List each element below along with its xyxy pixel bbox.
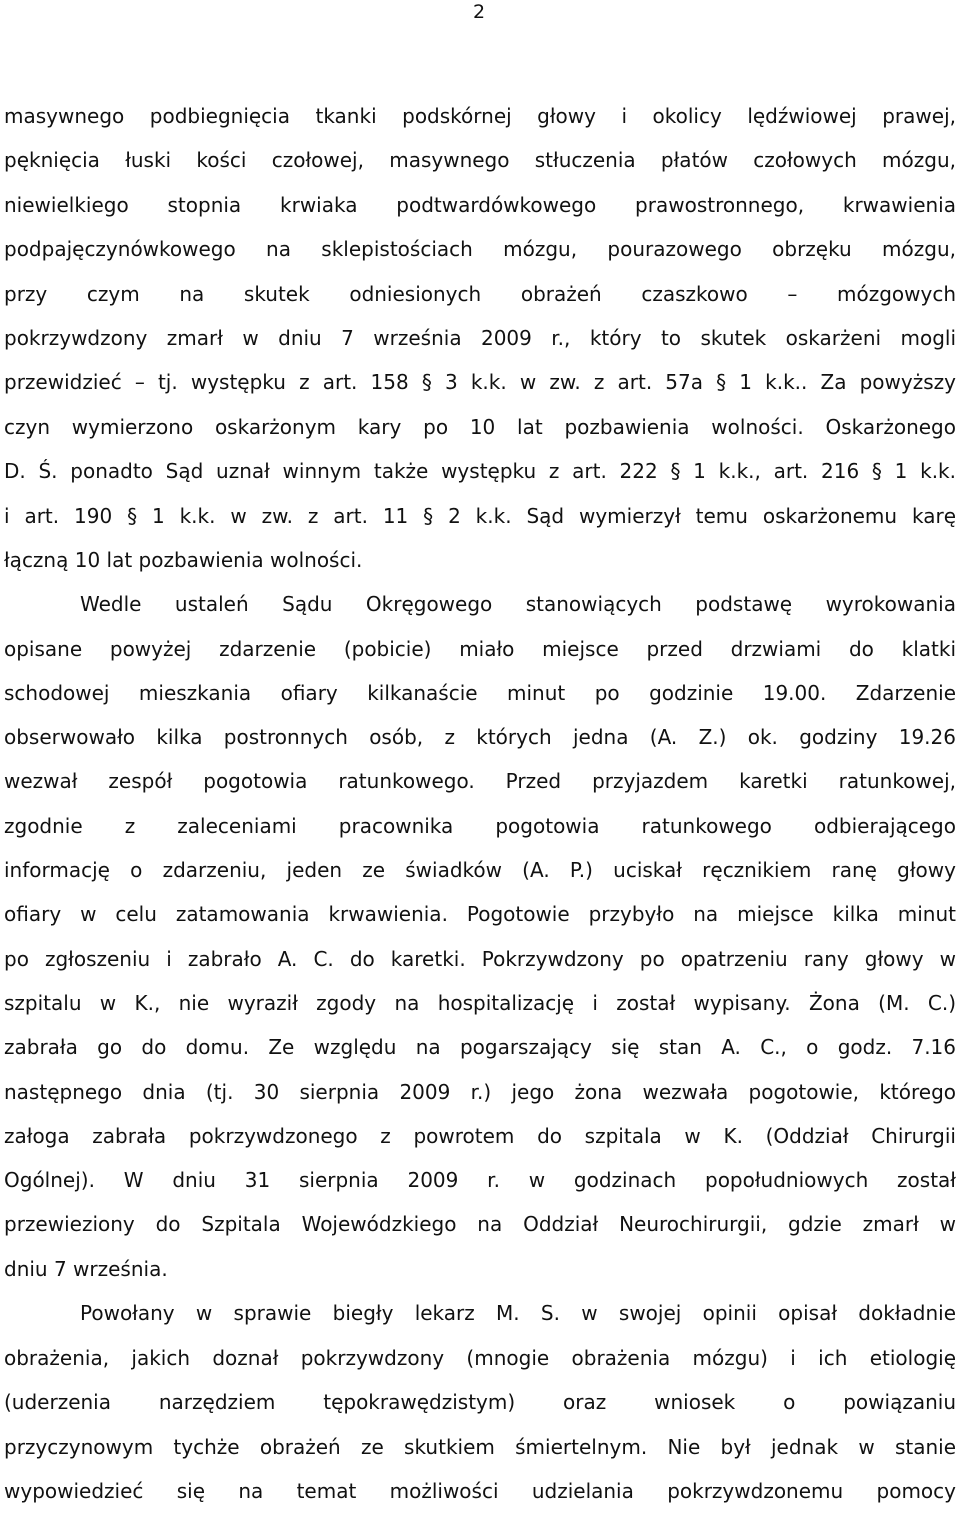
text-line: przyczynowym tychże obrażeń ze skutkiem śmiertelnym. Nie był jednak w stanie [4,1434,956,1459]
text-line: przy czym na skutek odniesionych obrażeń czaszkowo – mózgowych [4,281,956,306]
text-line: obserwowało kilka postronnych osób, z których jedna (A. Z.) ok. godziny 19.26 [4,725,956,750]
text-line: i art. 190 § 1 k.k. w zw. z art. 11 § 2 k.k. Sąd wymierzył temu oskarżonemu karę [4,503,956,528]
text-line: dniu 7 września. [4,1256,168,1281]
text-line: ofiary w celu zatamowania krwawienia. Pogotowie przybyło na miejsce kilka minut [4,902,956,927]
text-line: łączną 10 lat pozbawienia wolności. [4,547,363,572]
paragraph-3 [4,1291,956,1514]
text-line: załoga zabrała pokrzywdzonego z powrotem do szpitala w K. (Oddział Chirurgii [4,1123,956,1148]
text-line: Wedle ustaleń Sądu Okręgowego stanowiących podstawę wyrokowania [80,592,956,617]
text-line: masywnego podbiegnięcia tkanki podskórnej głowy i okolicy lędźwiowej prawej, [4,104,956,128]
paragraph-1 [4,94,956,582]
text-line: opisane powyżej zdarzenie (pobicie) miało miejsce przed drzwiami do klatki [4,636,956,661]
paragraph-2 [4,582,956,1291]
text-line: D. Ś. ponadto Sąd uznał winnym także występku z art. 222 § 1 k.k., art. 216 § 1 k.k. [4,459,956,484]
text-line: informację o zdarzeniu, jeden ze świadków (A. P.) uciskał ręcznikiem ranę głowy [4,858,956,883]
text-line: podpajęczynówkowego na sklepistościach mózgu, pourazowego obrzęku mózgu, [4,237,956,262]
text-line: zgodnie z zaleceniami pracownika pogotowia ratunkowego odbierającego [4,813,956,838]
document-body [4,94,956,1514]
text-line: Powołany w sprawie biegły lekarz M. S. w swojej opinii opisał dokładnie [80,1301,956,1326]
text-line: zabrała go do domu. Ze względu na pogarszający się stan A. C., o godz. 7.16 [4,1035,956,1060]
page-number: 2 [473,1,486,23]
text-line: przewidzieć – tj. występku z art. 158 § 3 k.k. w zw. z art. 57a § 1 k.k.. Za powyższy [4,370,956,395]
text-line: schodowej mieszkania ofiary kilkanaście minut po godzinie 19.00. Zdarzenie [4,680,956,705]
text-line: następnego dnia (tj. 30 sierpnia 2009 r.) jego żona wezwała pogotowie, którego [4,1079,956,1104]
text-line: pęknięcia łuski kości czołowej, masywnego stłuczenia płatów czołowych mózgu, [4,148,956,173]
text-line: niewielkiego stopnia krwiaka podtwardówkowego prawostronnego, krwawienia [4,192,956,217]
text-line: (uderzenia narzędziem tępokrawędzistym) oraz wniosek o powiązaniu [4,1390,956,1415]
text-line: szpitalu w K., nie wyraził zgody na hospitalizację i został wypisany. Żona (M. C.) [4,990,956,1015]
text-line: obrażenia, jakich doznał pokrzywdzony (mnogie obrażenia mózgu) i ich etiologię [4,1345,956,1370]
text-line: Ogólnej). W dniu 31 sierpnia 2009 r. w godzinach popołudniowych został [4,1168,956,1193]
text-line: wezwał zespół pogotowia ratunkowego. Przed przyjazdem karetki ratunkowej, [4,769,956,794]
text-line: wypowiedzieć się na temat możliwości udzielania pokrzywdzonemu pomocy [4,1479,956,1504]
text-line: przewieziony do Szpitala Wojewódzkiego na Oddział Neurochirurgii, gdzie zmarł w [4,1212,956,1237]
text-line: czyn wymierzono oskarżonym kary po 10 lat pozbawienia wolności. Oskarżonego [4,414,956,439]
text-line: po zgłoszeniu i zabrało A. C. do karetki. Pokrzywdzony po opatrzeniu rany głowy w [4,946,956,971]
text-line: pokrzywdzony zmarł w dniu 7 września 2009 r., który to skutek oskarżeni mogli [4,325,956,350]
